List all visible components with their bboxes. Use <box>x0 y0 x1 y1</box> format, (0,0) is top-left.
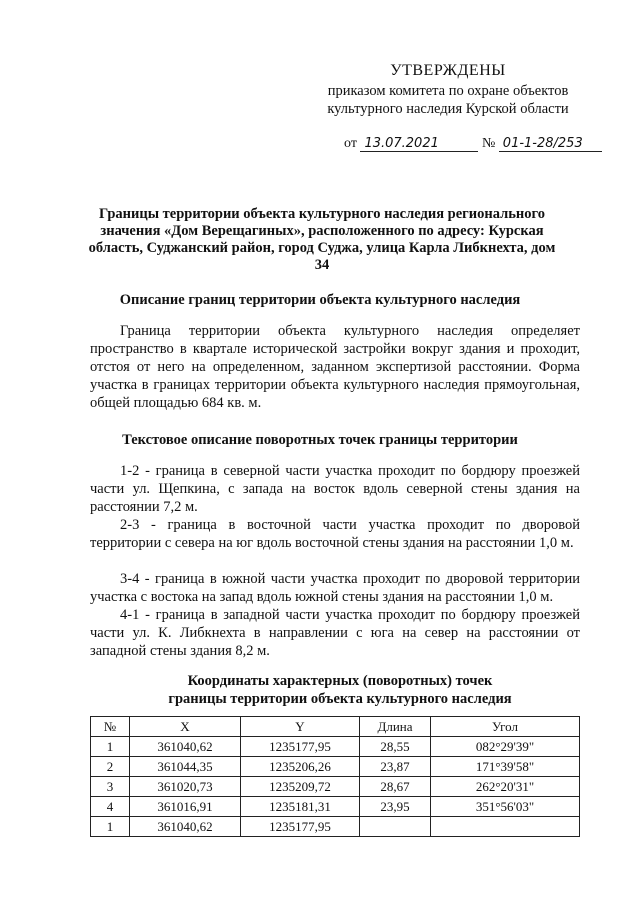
cell-x: 361020,73 <box>130 777 241 797</box>
coordinates-title-line-1: Координаты характерных (поворотных) точек <box>187 673 493 689</box>
header-length: Длина <box>360 717 431 737</box>
cell-angle: 171°39'58" <box>431 757 580 777</box>
coordinates-table <box>90 716 580 837</box>
cell-angle: 351°56'03" <box>431 797 580 817</box>
section-1-heading: Описание границ территории объекта культурного наследия <box>119 292 521 308</box>
header-x: X <box>130 717 241 737</box>
cell-number: 2 <box>91 757 130 777</box>
header-angle: Угол <box>431 717 580 737</box>
table-row <box>91 757 580 777</box>
handwritten-number: 01-1-28/253 <box>499 136 602 152</box>
coordinates-title-line-2: границы территории объекта культурного наследия <box>168 691 512 707</box>
number-prefix: № <box>481 136 496 151</box>
header-y: Y <box>241 717 360 737</box>
table-header-row <box>91 717 580 737</box>
cell-length <box>360 817 431 837</box>
table-row <box>91 777 580 797</box>
cell-number: 4 <box>91 797 130 817</box>
order-date-number-line <box>344 136 602 152</box>
handwritten-date: 13.07.2021 <box>360 136 478 152</box>
approval-heading: УТВЕРЖДЕНЫ <box>390 62 506 79</box>
boundary-paragraph-2-3: 2-3 - граница в восточной части участка проходит по дворовой территории с севера на юг вдоль восточной стены здания на расстоянии 1,0 м. <box>90 517 580 551</box>
table-row <box>91 797 580 817</box>
boundary-paragraph-1-2: 1-2 - граница в северной части участка проходит по бордюру проезжей части ул. Щепкина, с запада на восток вдоль северной стены здания на расстоянии 7,2 м. <box>90 463 580 515</box>
boundary-paragraph-3-4: 3-4 - граница в южной части участка проходит по дворовой территории участка с востока на запад вдоль южной стены здания на расстоянии 1,0 м. <box>90 571 580 605</box>
cell-y: 1235181,31 <box>241 797 360 817</box>
section-2-heading: Текстовое описание поворотных точек границы территории <box>122 432 518 448</box>
table-row <box>91 737 580 757</box>
cell-x: 361040,62 <box>130 817 241 837</box>
cell-y: 1235177,95 <box>241 737 360 757</box>
cell-y: 1235209,72 <box>241 777 360 797</box>
coordinates-title <box>120 672 560 708</box>
cell-angle: 082°29'39" <box>431 737 580 757</box>
cell-length: 28,55 <box>360 737 431 757</box>
boundary-paragraph-4-1: 4-1 - граница в западной части участка проходит по бордюру проезжей части ул. К. Либкнехта в направлении с юга на север на расстоянии от западной стены здания 8,2 м. <box>90 607 580 659</box>
table-row <box>91 817 580 837</box>
cell-length: 23,87 <box>360 757 431 777</box>
cell-length: 23,95 <box>360 797 431 817</box>
cell-angle <box>431 817 580 837</box>
cell-angle: 262°20'31" <box>431 777 580 797</box>
date-prefix: от <box>344 136 357 151</box>
cell-length: 28,67 <box>360 777 431 797</box>
cell-y: 1235206,26 <box>241 757 360 777</box>
header-number: № <box>91 717 130 737</box>
approval-line-1: приказом комитета по охране объектов <box>327 83 569 99</box>
approval-line-2: культурного наследия Курской области <box>327 101 569 117</box>
cell-number: 1 <box>91 737 130 757</box>
cell-y: 1235177,95 <box>241 817 360 837</box>
cell-x: 361040,62 <box>130 737 241 757</box>
section-1-text: Граница территории объекта культурного наследия определяет пространство в квартале исторической застройки вокруг здания и проходит, отстоя от него на определенном, заданном экспертизой расстоянии. Форма участка в границах территории объекта культурного наследия прямоугольная, общей площадью 684 кв. м. <box>90 323 580 411</box>
cell-x: 361016,91 <box>130 797 241 817</box>
cell-number: 3 <box>91 777 130 797</box>
approval-block <box>318 62 578 118</box>
document-title: Границы территории объекта культурного наследия регионального значения «Дом Верещагиных», расположенного по адресу: Курская область, Суджанский район, город Суджа, улица Карла Либкнехта, дом 34 <box>88 206 556 273</box>
cell-number: 1 <box>91 817 130 837</box>
cell-x: 361044,35 <box>130 757 241 777</box>
